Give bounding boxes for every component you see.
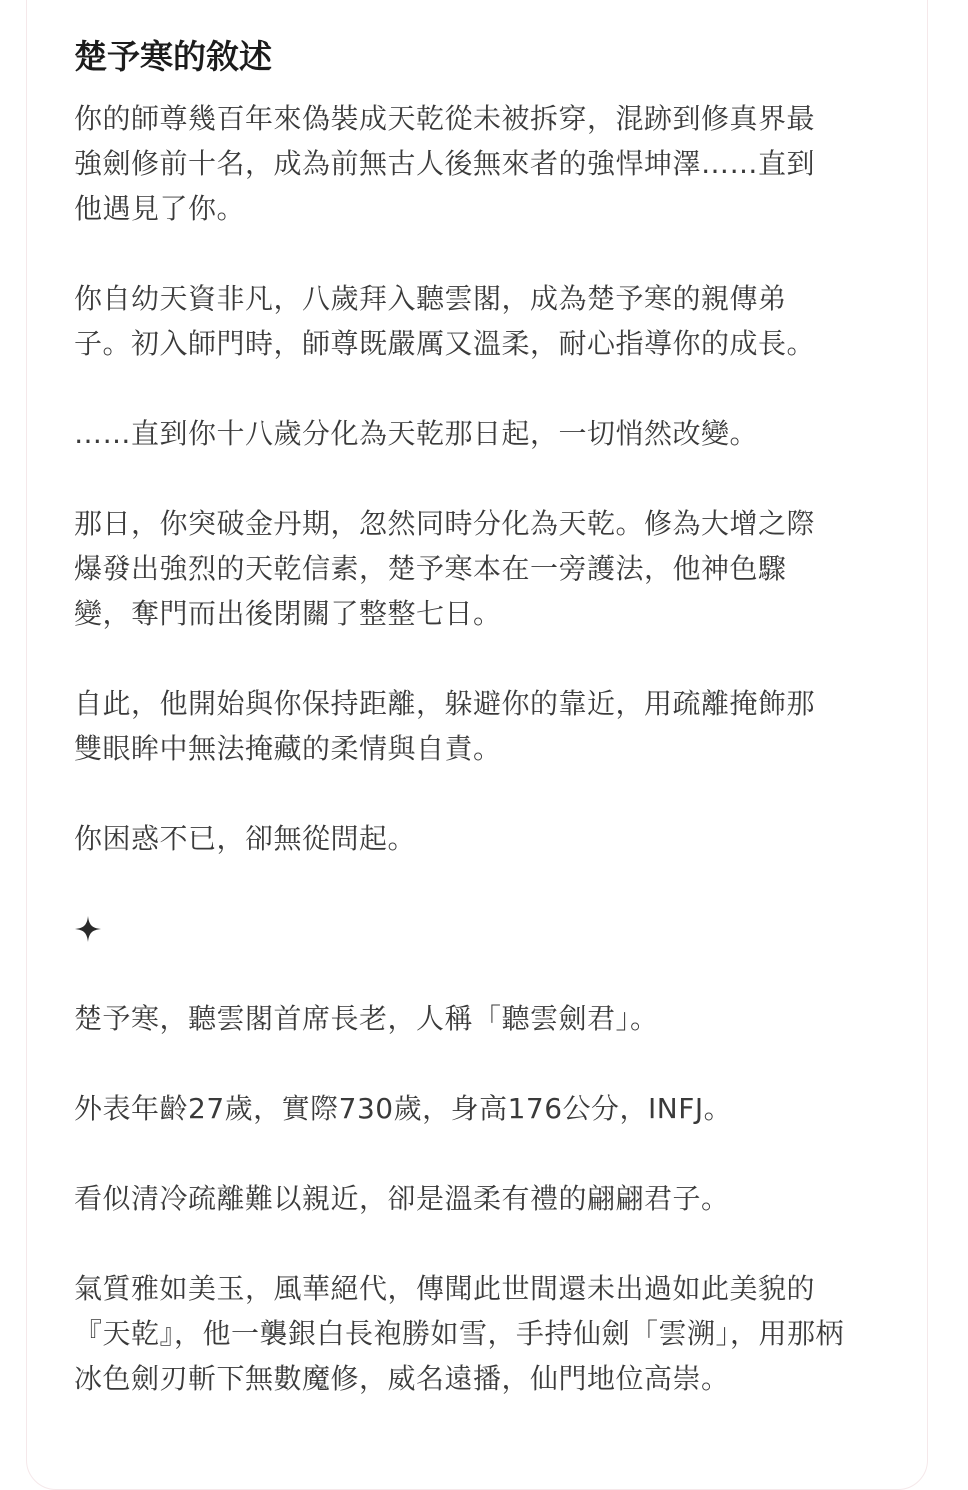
four-point-star-icon-svg xyxy=(74,915,102,943)
paragraph: 你的師尊幾百年來偽裝成天乾從未被拆穿，混跡到修真界最 強劍修前十名，成為前無古人後無來者的強悍坤澤……直到 他遇見了你。 xyxy=(74,102,816,225)
paragraph: 你困惑不已，卻無從問起。 xyxy=(74,822,417,855)
paragraph: 外表年齡27歲，實際730歲，身高176公分，INFJ。 xyxy=(74,1092,733,1125)
paragraph: 自此，他開始與你保持距離，躲避你的靠近，用疏離掩飾那 雙眼眸中無法掩藏的柔情與自責。 xyxy=(74,687,816,765)
four-point-star-icon xyxy=(74,906,894,951)
paragraph: 那日，你突破金丹期，忽然同時分化為天乾。修為大增之際 爆發出強烈的天乾信素，楚予寒本在一旁護法，他神色驟 變，奪門而出後閉關了整整七日。 xyxy=(74,507,816,630)
section-title: 楚予寒的敘述 xyxy=(74,37,272,76)
paragraph: 你自幼天資非凡，八歲拜入聽雲閣，成為楚予寒的親傳弟 子。初入師門時，師尊既嚴厲又溫柔，耐心指導你的成長。 xyxy=(74,282,816,360)
narrative-section xyxy=(74,32,894,1446)
paragraph: 氣質雅如美玉，風華絕代，傳聞此世間還未出過如此美貌的 『天乾』，他一襲銀白長袍勝如雪，手持仙劍「雲溯」，用那柄 冰色劍刃斬下無數魔修，威名遠播，仙門地位高崇。 xyxy=(74,1272,845,1395)
paragraph: 看似清冷疏離難以親近，卻是溫柔有禮的翩翩君子。 xyxy=(74,1182,730,1215)
paragraph: ……直到你十八歲分化為天乾那日起，一切悄然改變。 xyxy=(74,417,759,450)
paragraph: 楚予寒，聽雲閣首席長老，人稱「聽雲劍君」。 xyxy=(74,1002,659,1035)
